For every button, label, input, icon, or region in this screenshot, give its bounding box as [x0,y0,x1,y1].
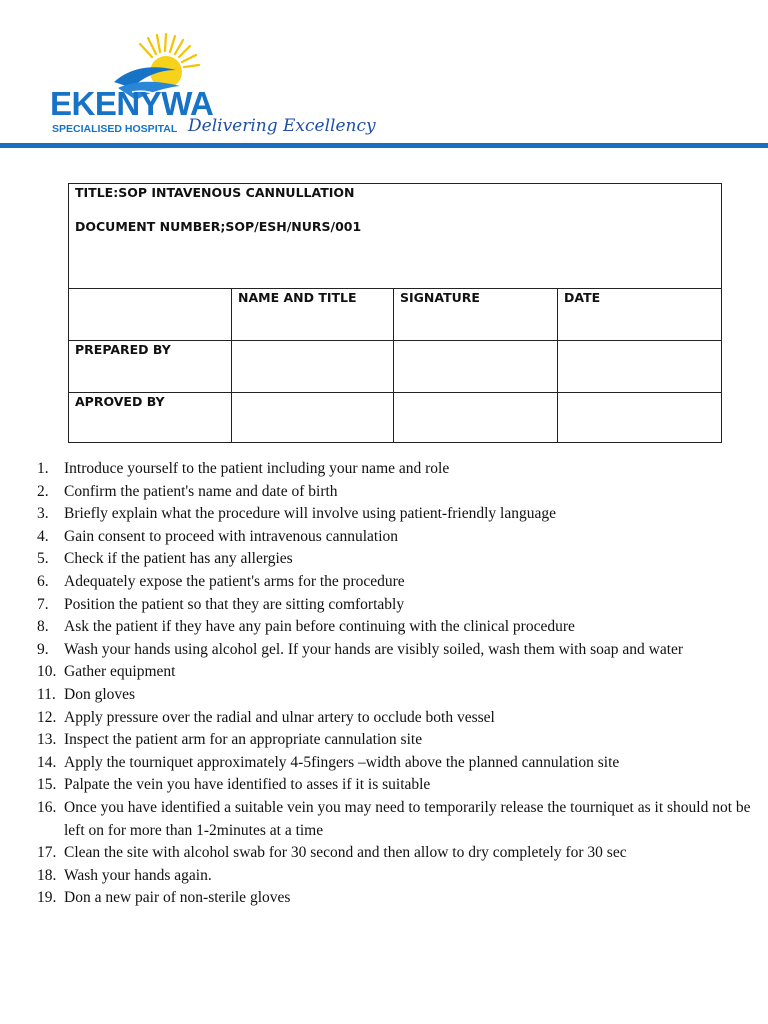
list-item [37,503,757,526]
step-number: 19. [37,889,57,907]
table-row-approved-by [69,393,722,443]
step-number: 12. [37,708,57,726]
step-text: Palpate the vein you have identified to asses if it is suitable [64,776,431,794]
title-cell [69,184,722,289]
header-cell-name-and-title: NAME AND TITLE [232,289,394,341]
step-text: Don a new pair of non-sterile gloves [64,889,291,907]
list-item [37,842,757,865]
step-number: 14. [37,753,57,771]
step-number: 6. [37,572,49,590]
step-text: Confirm the patient's name and date of birth [64,482,338,500]
step-number: 5. [37,550,49,568]
list-item [37,707,757,730]
document-control-table [68,183,722,443]
list-item [37,616,757,639]
step-number: 16. [37,798,57,816]
header-cell-date: DATE [558,289,722,341]
approved-by-signature-cell [394,393,558,443]
header-divider [0,143,768,148]
prepared-by-signature-cell [394,341,558,393]
logo-wordmark: EKENYWA [50,85,214,122]
step-text: Don gloves [64,685,136,703]
step-text: Clean the site with alcohol swab for 30 second and then allow to dry completely for 30 sec [64,844,627,862]
step-number: 3. [37,505,49,523]
step-text: Apply the tourniquet approximately 4-5fingers –width above the planned cannulation site [64,753,620,771]
step-text: Ask the patient if they have any pain before continuing with the clinical procedure [64,618,575,636]
header-cell-empty [69,289,232,341]
list-item [37,797,757,842]
list-item [37,684,757,707]
step-text: Wash your hands using alcohol gel. If your hands are visibly soiled, wash them with soap and water [64,640,684,658]
prepared-by-name-cell [232,341,394,393]
procedure-steps-list [37,458,757,910]
table-row-prepared-by [69,341,722,393]
logo-subtitle: SPECIALISED HOSPITAL [52,123,178,135]
step-number: 18. [37,866,57,884]
step-number: 4. [37,527,49,545]
step-text: Briefly explain what the procedure will involve using patient-friendly language [64,505,556,523]
step-text: Introduce yourself to the patient including your name and role [64,460,450,477]
step-number: 11. [37,685,56,703]
list-item [37,729,757,752]
step-number: 15. [37,776,57,794]
list-item [37,594,757,617]
list-item [37,526,757,549]
list-item [37,661,757,684]
step-number: 8. [37,618,49,636]
document-number: DOCUMENT NUMBER;SOP/ESH/NURS/001 [75,219,362,234]
step-text: Inspect the patient arm for an appropriate cannulation site [64,731,423,749]
step-text: Gather equipment [64,663,176,681]
step-number: 13. [37,731,57,749]
step-number: 1. [37,460,49,477]
step-number: 2. [37,482,49,500]
step-text: Once you have identified a suitable vein you may need to temporarily release the tourniquet as it should not be left on for more than 1-2minutes at a time [64,798,751,839]
list-item [37,752,757,775]
row-label-prepared-by: PREPARED BY [69,341,232,393]
letterhead [0,0,768,150]
list-item [37,571,757,594]
row-label-approved-by: APROVED BY [69,393,232,443]
list-item [37,639,757,662]
tagline: Delivering Excellency [188,116,376,136]
approved-by-date-cell [558,393,722,443]
step-text: Apply pressure over the radial and ulnar artery to occlude both vessel [64,708,495,726]
step-text: Position the patient so that they are sitting comfortably [64,595,405,613]
list-item [37,458,757,481]
step-number: 17. [37,844,57,862]
list-item [37,887,757,910]
table-header-row [69,289,722,341]
header-cell-signature: SIGNATURE [394,289,558,341]
list-item [37,774,757,797]
step-text: Gain consent to proceed with intravenous cannulation [64,527,399,545]
step-number: 7. [37,595,49,613]
document-title: TITLE:SOP INTAVENOUS CANNULLATION [75,185,355,200]
list-item [37,481,757,504]
step-number: 10. [37,663,57,681]
step-number: 9. [37,640,49,658]
prepared-by-date-cell [558,341,722,393]
step-text: Check if the patient has any allergies [64,550,293,568]
approved-by-name-cell [232,393,394,443]
step-text: Adequately expose the patient's arms for the procedure [64,572,405,590]
list-item [37,548,757,571]
list-item [37,865,757,888]
step-text: Wash your hands again. [64,866,212,884]
